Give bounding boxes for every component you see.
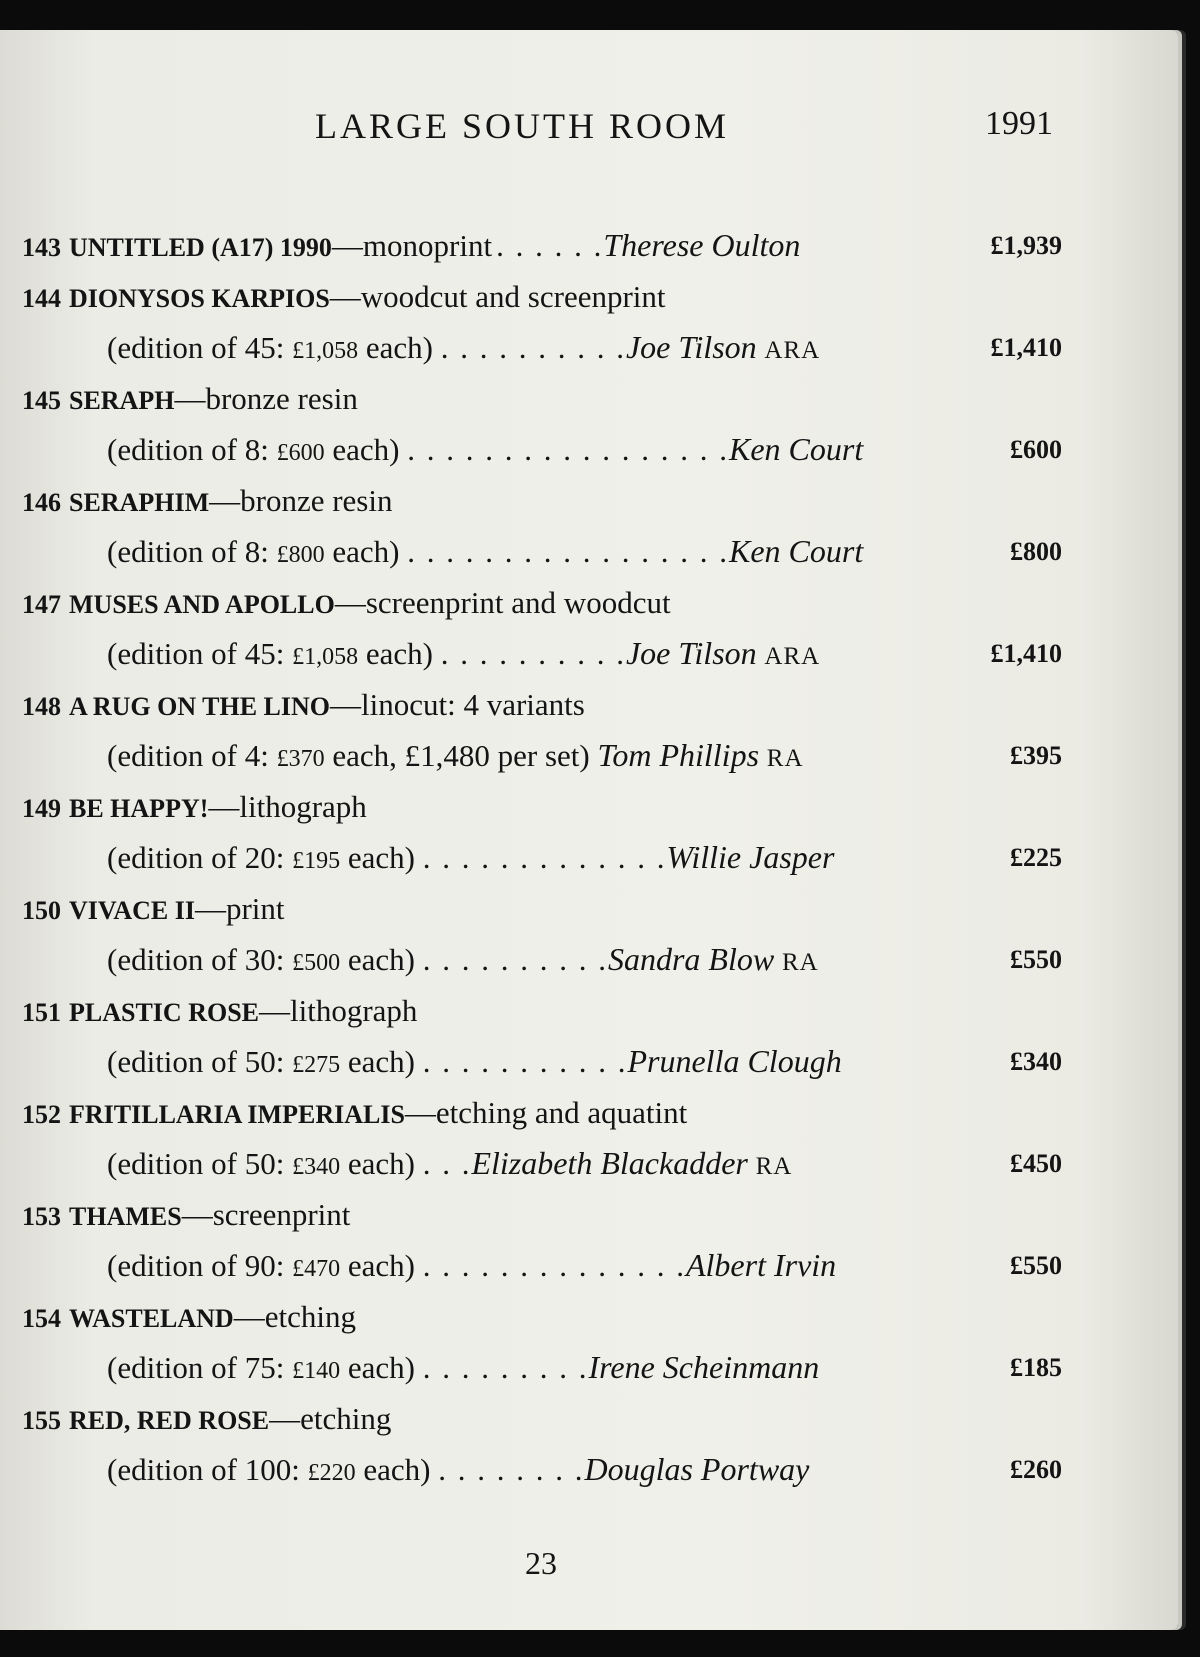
entry-title-line: 155 RED, RED ROSE—etching [22, 1393, 1062, 1444]
entry-edition: (edition of 20: [107, 840, 293, 875]
catalogue-entry [22, 577, 1062, 679]
entry-artist: Joe Tilson [625, 329, 757, 365]
entry-price: £550 [1010, 945, 1062, 974]
entry-edition-after: each) [355, 1452, 431, 1487]
entry-medium: woodcut and screenprint [360, 279, 666, 314]
entry-title-line: 145 SERAPH—bronze resin [22, 373, 1062, 424]
leader-dots: . . . [422, 1146, 472, 1181]
entry-artist-suffix: ARA [764, 643, 821, 670]
entry-title: WASTELAND [69, 1304, 234, 1333]
catalogue-entry [22, 1291, 1062, 1393]
entry-detail-line [22, 1036, 1062, 1087]
entry-edition-price: £1,058 [292, 338, 359, 364]
entry-number: 147 [22, 590, 61, 619]
leader-dots: . . . . . . . . . . . . . . [422, 1248, 686, 1283]
entries-list [22, 220, 1062, 1495]
entry-price: £340 [1010, 1047, 1062, 1076]
entry-title: PLASTIC ROSE [69, 998, 259, 1027]
leader-dots: . . . . . . . . . . . . . . . . . [407, 534, 729, 569]
entry-edition: (edition of 75: [107, 1350, 293, 1385]
entry-edition: (edition of 45: [107, 636, 293, 671]
entry-number: 149 [22, 794, 61, 823]
catalogue-entry [22, 373, 1062, 475]
entry-price: £1,410 [990, 639, 1062, 668]
entry-medium: screenprint [212, 1197, 351, 1232]
entry-edition: (edition of 8: [107, 432, 277, 467]
leader-dots: . . . . . . . . . . [422, 942, 608, 977]
entry-price: £600 [1010, 435, 1062, 464]
leader-dots: . . . . . . . . . . [440, 330, 626, 365]
entry-detail-line [22, 1138, 1062, 1189]
entry-artist: Elizabeth Blackadder [471, 1145, 748, 1181]
entry-title: MUSES AND APOLLO [69, 590, 335, 619]
catalogue-entry [22, 1189, 1062, 1291]
room-title: LARGE SOUTH ROOM [315, 106, 730, 146]
entry-detail-line [22, 1444, 1062, 1495]
entry-edition: (edition of 4: [107, 738, 277, 773]
entry-title-line: 146 SERAPHIM—bronze resin [22, 475, 1062, 526]
entry-artist-suffix: ARA [764, 337, 821, 364]
entry-title-line: 147 MUSES AND APOLLO—screenprint and woodcut [22, 577, 1062, 628]
leader-dots: . . . . . . . . . . . . . . . . . [407, 432, 729, 467]
entry-title-line: 148 A RUG ON THE LINO—linocut: 4 variants [22, 679, 1062, 730]
entry-number: 151 [22, 998, 61, 1027]
entry-edition-after: each) [340, 1146, 415, 1181]
entry-edition-after: each) [340, 1350, 415, 1385]
entry-price: £395 [1010, 741, 1062, 770]
entry-edition-price: £500 [292, 950, 341, 976]
entry-number: 155 [22, 1406, 61, 1435]
entry-artist: Ken Court [728, 533, 864, 569]
entry-title-line: 143 UNTITLED (A17) 1990—monoprint . . . . . .Therese Oulton £1,939 [22, 220, 1062, 271]
entry-title-line: 152 FRITILLARIA IMPERIALIS—etching and aquatint [22, 1087, 1062, 1138]
leader-dots: . . . . . . . . . . [440, 636, 626, 671]
entry-number: 153 [22, 1202, 61, 1231]
entry-medium: linocut: 4 variants [361, 687, 585, 722]
entry-title: VIVACE II [69, 896, 195, 925]
entry-medium: bronze resin [240, 483, 393, 518]
entry-price: £450 [1010, 1149, 1062, 1178]
entry-medium: etching [300, 1401, 392, 1436]
entry-price: £1,410 [990, 333, 1062, 362]
entry-number: 154 [22, 1304, 61, 1333]
entry-medium: etching and aquatint [435, 1095, 688, 1130]
catalogue-year: 1991 [985, 105, 1053, 142]
catalogue-page [0, 30, 1178, 1630]
entry-edition: (edition of 50: [107, 1044, 293, 1079]
catalogue-entry [22, 220, 1062, 271]
entry-title: SERAPHIM [69, 488, 210, 517]
entry-detail-line [22, 424, 1062, 475]
entry-artist: Albert Irvin [685, 1247, 837, 1283]
entry-edition-price: £140 [292, 1358, 341, 1384]
entry-detail-line [22, 628, 1062, 679]
catalogue-entry [22, 271, 1062, 373]
entry-title: RED, RED ROSE [69, 1406, 270, 1435]
entry-number: 144 [22, 284, 61, 313]
entry-edition-price: £600 [276, 440, 325, 466]
leader-dots: . . . . . . . . . . . . . [422, 840, 667, 875]
entry-edition-after: each, £1,480 per set) [324, 738, 590, 773]
entry-number: 146 [22, 488, 61, 517]
entry-detail-line [22, 832, 1062, 883]
entry-artist: Sandra Blow [607, 941, 775, 977]
entry-price: £225 [1010, 843, 1062, 872]
entry-edition-after: each) [340, 1248, 415, 1283]
entry-medium: lithograph [290, 993, 418, 1028]
entry-title-line: 154 WASTELAND—etching [22, 1291, 1062, 1342]
entry-artist-suffix: RA [766, 745, 804, 772]
entry-detail-line [22, 1240, 1062, 1291]
leader-dots: . . . . . . [496, 228, 604, 263]
entry-edition-price: £220 [307, 1460, 356, 1486]
entry-number: 145 [22, 386, 61, 415]
catalogue-entry [22, 679, 1062, 781]
entry-medium: lithograph [239, 789, 367, 824]
entry-artist-suffix: RA [781, 949, 819, 976]
entry-detail-line [22, 1342, 1062, 1393]
entry-artist: Tom Phillips [597, 737, 760, 773]
entry-title-line: 144 DIONYSOS KARPIOS—woodcut and screenprint [22, 271, 1062, 322]
entry-edition: (edition of 45: [107, 330, 293, 365]
catalogue-entry [22, 475, 1062, 577]
entry-price: £185 [1010, 1353, 1062, 1382]
leader-dots: . . . . . . . . . . . [422, 1044, 628, 1079]
entry-title-line: 153 THAMES—screenprint [22, 1189, 1062, 1240]
entry-edition: (edition of 8: [107, 534, 277, 569]
entry-price: £800 [1010, 537, 1062, 566]
entry-detail-line [22, 934, 1062, 985]
entry-detail-line [22, 322, 1062, 373]
entry-edition-after: each) [324, 534, 400, 569]
catalogue-entry [22, 1393, 1062, 1495]
entry-medium: etching [264, 1299, 356, 1334]
entry-edition-after: each) [324, 432, 400, 467]
entry-title-line: 150 VIVACE II—print [22, 883, 1062, 934]
leader-dots: . . . . . . . . [438, 1452, 585, 1487]
entry-edition-price: £340 [292, 1154, 341, 1180]
entry-title-line: 149 BE HAPPY!—lithograph [22, 781, 1062, 832]
entry-medium: print [225, 891, 285, 926]
entry-title: SERAPH [69, 386, 175, 415]
catalogue-entry [22, 781, 1062, 883]
catalogue-entry [22, 883, 1062, 985]
entry-artist: Joe Tilson [625, 635, 757, 671]
entry-artist: Irene Scheinmann [588, 1349, 820, 1385]
entry-detail-line [22, 730, 1062, 781]
entry-price: £1,939 [990, 231, 1062, 260]
entry-medium: screenprint and woodcut [365, 585, 671, 620]
entry-edition-price: £1,058 [292, 644, 359, 670]
entry-price: £260 [1010, 1455, 1062, 1484]
catalogue-entry [22, 1087, 1062, 1189]
entry-edition-after: each) [358, 330, 433, 365]
entry-medium: monoprint [362, 228, 493, 263]
entry-edition-price: £275 [292, 1052, 341, 1078]
entry-edition-after: each) [340, 942, 415, 977]
entry-title-line: 151 PLASTIC ROSE—lithograph [22, 985, 1062, 1036]
entry-edition-after: each) [340, 840, 415, 875]
entry-edition-after: each) [340, 1044, 415, 1079]
entry-title: THAMES [69, 1202, 182, 1231]
entry-edition: (edition of 50: [107, 1146, 293, 1181]
entry-edition-price: £800 [276, 542, 325, 568]
entry-artist: Therese Oulton [603, 227, 801, 263]
catalogue-entry [22, 985, 1062, 1087]
entry-title: A RUG ON THE LINO [69, 692, 331, 721]
entry-number: 148 [22, 692, 61, 721]
entry-edition-price: £195 [292, 848, 341, 874]
entry-title: FRITILLARIA IMPERIALIS [69, 1100, 405, 1129]
entry-price: £550 [1010, 1251, 1062, 1280]
entry-number: 143 [22, 233, 61, 262]
entry-number: 152 [22, 1100, 61, 1129]
entry-edition-after: each) [358, 636, 433, 671]
entry-edition: (edition of 90: [107, 1248, 293, 1283]
entry-artist: Douglas Portway [584, 1451, 810, 1487]
entry-edition-price: £470 [292, 1256, 341, 1282]
entry-number: 150 [22, 896, 61, 925]
entry-artist: Prunella Clough [627, 1043, 842, 1079]
entry-detail-line [22, 526, 1062, 577]
entry-title: DIONYSOS KARPIOS [69, 284, 330, 313]
leader-dots: . . . . . . . . . [422, 1350, 589, 1385]
entry-edition-price: £370 [276, 746, 325, 772]
entry-artist: Ken Court [728, 431, 864, 467]
entry-title: BE HAPPY! [69, 794, 209, 823]
entry-artist-suffix: RA [755, 1153, 793, 1180]
page-number: 23 [525, 1545, 557, 1581]
entry-medium: bronze resin [205, 381, 358, 416]
entry-title: UNTITLED (A17) 1990 [69, 233, 332, 262]
entry-edition: (edition of 30: [107, 942, 293, 977]
entry-artist: Willie Jasper [666, 839, 835, 875]
entry-edition: (edition of 100: [107, 1452, 308, 1487]
